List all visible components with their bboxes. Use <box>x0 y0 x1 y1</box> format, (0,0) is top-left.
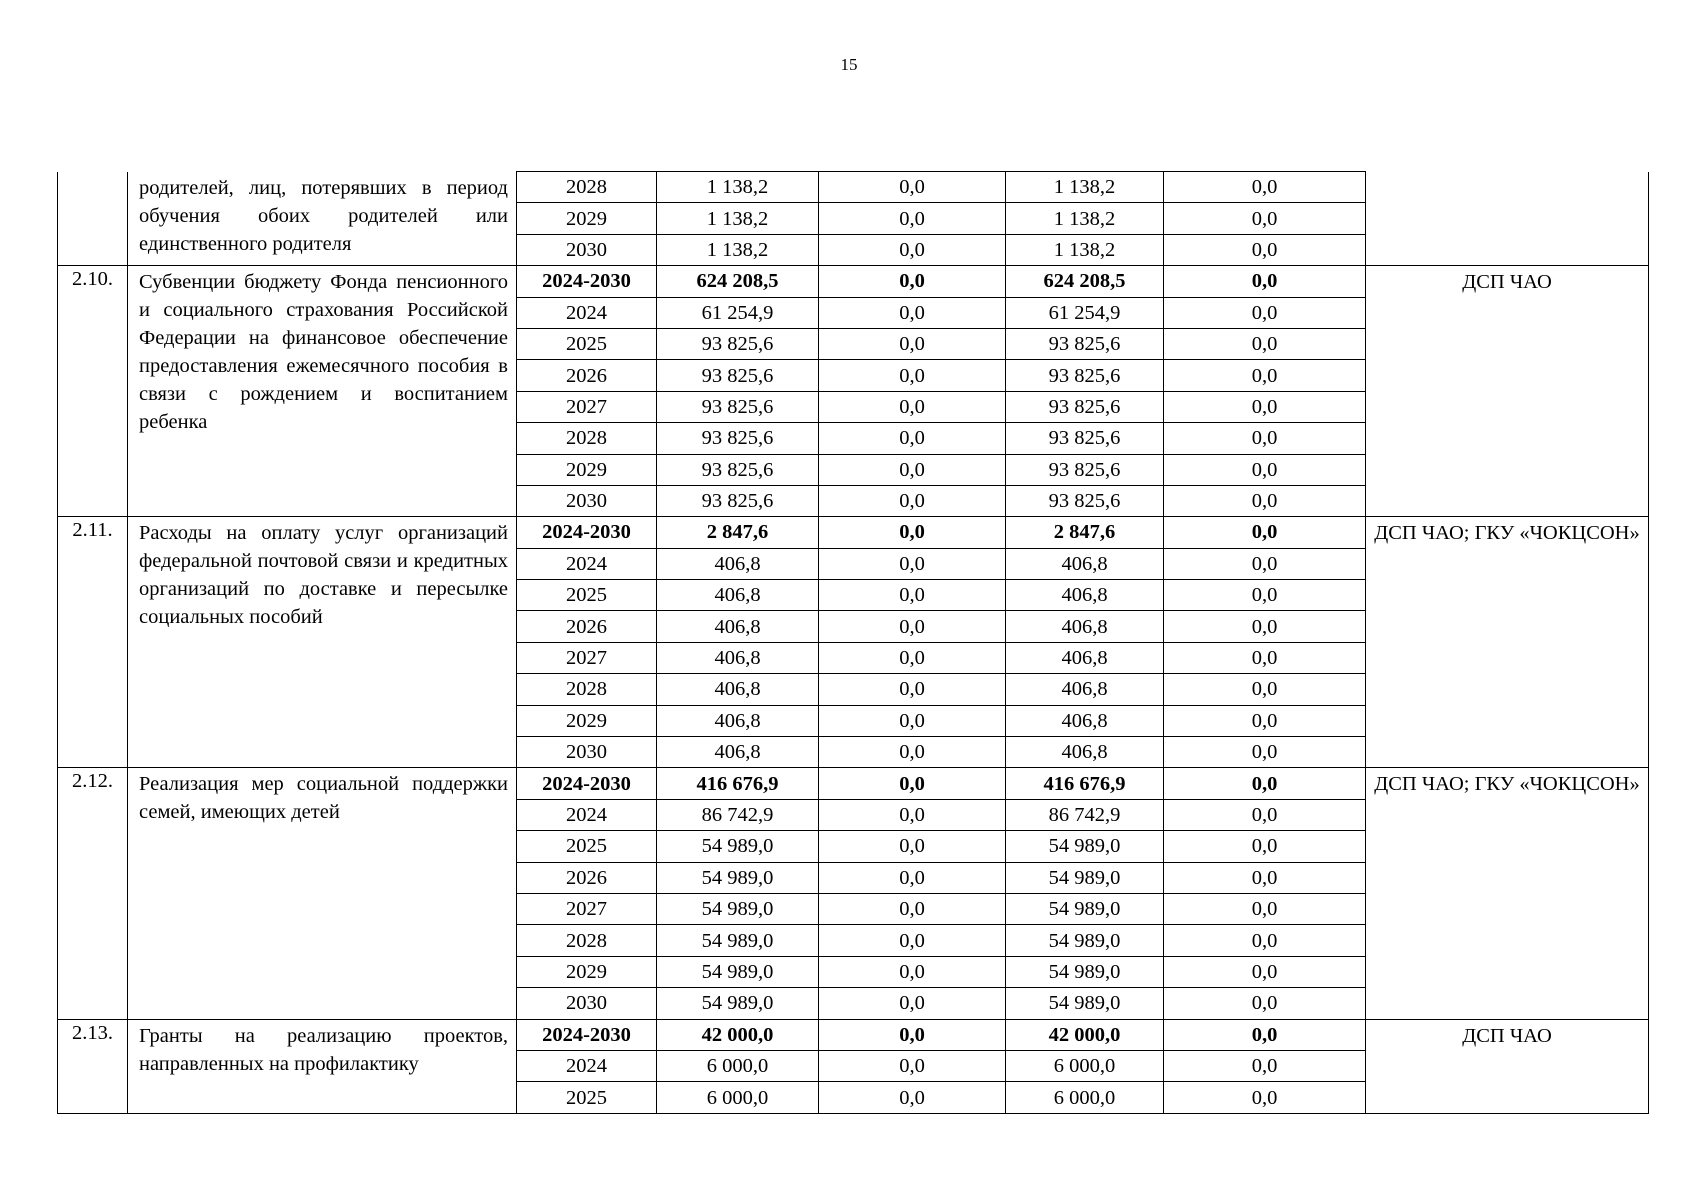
year-cell: 2024 <box>517 297 657 328</box>
year-cell: 2028 <box>517 172 657 203</box>
federal-cell: 0,0 <box>819 485 1006 516</box>
regional-cell: 624 208,5 <box>1006 266 1164 297</box>
federal-cell: 0,0 <box>819 172 1006 203</box>
federal-cell: 0,0 <box>819 862 1006 893</box>
year-cell: 2029 <box>517 454 657 485</box>
year-cell: 2030 <box>517 988 657 1019</box>
total-cell: 54 989,0 <box>657 893 819 924</box>
regional-cell: 86 742,9 <box>1006 799 1164 830</box>
federal-cell: 0,0 <box>819 360 1006 391</box>
executor-cell: ДСП ЧАО <box>1366 266 1649 517</box>
other-cell: 0,0 <box>1164 799 1366 830</box>
federal-cell: 0,0 <box>819 297 1006 328</box>
regional-cell: 93 825,6 <box>1006 485 1164 516</box>
other-cell: 0,0 <box>1164 768 1366 799</box>
other-cell: 0,0 <box>1164 360 1366 391</box>
year-cell: 2024-2030 <box>517 768 657 799</box>
year-cell: 2028 <box>517 674 657 705</box>
regional-cell: 6 000,0 <box>1006 1082 1164 1113</box>
year-cell: 2024-2030 <box>517 266 657 297</box>
regional-cell: 416 676,9 <box>1006 768 1164 799</box>
year-cell: 2026 <box>517 862 657 893</box>
other-cell: 0,0 <box>1164 1082 1366 1113</box>
federal-cell: 0,0 <box>819 768 1006 799</box>
federal-cell: 0,0 <box>819 423 1006 454</box>
other-cell: 0,0 <box>1164 234 1366 265</box>
total-cell: 93 825,6 <box>657 328 819 359</box>
executor-cell <box>1366 172 1649 266</box>
other-cell: 0,0 <box>1164 925 1366 956</box>
other-cell: 0,0 <box>1164 297 1366 328</box>
other-cell: 0,0 <box>1164 454 1366 485</box>
federal-cell: 0,0 <box>819 705 1006 736</box>
regional-cell: 54 989,0 <box>1006 956 1164 987</box>
federal-cell: 0,0 <box>819 1019 1006 1050</box>
total-cell: 406,8 <box>657 737 819 768</box>
total-cell: 1 138,2 <box>657 203 819 234</box>
federal-cell: 0,0 <box>819 737 1006 768</box>
federal-cell: 0,0 <box>819 1050 1006 1081</box>
year-cell: 2028 <box>517 925 657 956</box>
regional-cell: 6 000,0 <box>1006 1050 1164 1081</box>
federal-cell: 0,0 <box>819 234 1006 265</box>
regional-cell: 54 989,0 <box>1006 831 1164 862</box>
other-cell: 0,0 <box>1164 831 1366 862</box>
regional-cell: 406,8 <box>1006 611 1164 642</box>
federal-cell: 0,0 <box>819 580 1006 611</box>
regional-cell: 1 138,2 <box>1006 172 1164 203</box>
other-cell: 0,0 <box>1164 1050 1366 1081</box>
total-cell: 93 825,6 <box>657 454 819 485</box>
total-cell: 54 989,0 <box>657 956 819 987</box>
federal-cell: 0,0 <box>819 1082 1006 1113</box>
budget-table-body <box>58 172 1649 1114</box>
other-cell: 0,0 <box>1164 391 1366 422</box>
year-cell: 2027 <box>517 642 657 673</box>
year-cell: 2024-2030 <box>517 1019 657 1050</box>
item-description: Реализация мер социальной поддержки семей, имеющих детей <box>128 768 517 1019</box>
regional-cell: 406,8 <box>1006 642 1164 673</box>
executor-cell: ДСП ЧАО; ГКУ «ЧОКЦСОН» <box>1366 517 1649 768</box>
regional-cell: 406,8 <box>1006 737 1164 768</box>
item-number <box>58 172 128 266</box>
other-cell: 0,0 <box>1164 423 1366 454</box>
regional-cell: 93 825,6 <box>1006 454 1164 485</box>
regional-cell: 406,8 <box>1006 705 1164 736</box>
year-cell: 2025 <box>517 831 657 862</box>
total-cell: 54 989,0 <box>657 862 819 893</box>
federal-cell: 0,0 <box>819 203 1006 234</box>
year-cell: 2026 <box>517 611 657 642</box>
other-cell: 0,0 <box>1164 988 1366 1019</box>
year-cell: 2030 <box>517 485 657 516</box>
budget-table <box>57 171 1649 1114</box>
other-cell: 0,0 <box>1164 737 1366 768</box>
regional-cell: 54 989,0 <box>1006 988 1164 1019</box>
year-cell: 2026 <box>517 360 657 391</box>
table-row-summary <box>58 266 1649 297</box>
regional-cell: 42 000,0 <box>1006 1019 1164 1050</box>
item-number: 2.12. <box>58 768 128 1019</box>
total-cell: 1 138,2 <box>657 234 819 265</box>
table-row-summary <box>58 768 1649 799</box>
item-number: 2.10. <box>58 266 128 517</box>
federal-cell: 0,0 <box>819 893 1006 924</box>
total-cell: 93 825,6 <box>657 423 819 454</box>
item-number: 2.13. <box>58 1019 128 1113</box>
regional-cell: 2 847,6 <box>1006 517 1164 548</box>
regional-cell: 1 138,2 <box>1006 234 1164 265</box>
item-number: 2.11. <box>58 517 128 768</box>
federal-cell: 0,0 <box>819 674 1006 705</box>
regional-cell: 93 825,6 <box>1006 328 1164 359</box>
other-cell: 0,0 <box>1164 893 1366 924</box>
year-cell: 2029 <box>517 956 657 987</box>
total-cell: 1 138,2 <box>657 172 819 203</box>
regional-cell: 54 989,0 <box>1006 893 1164 924</box>
federal-cell: 0,0 <box>819 391 1006 422</box>
year-cell: 2027 <box>517 391 657 422</box>
regional-cell: 54 989,0 <box>1006 862 1164 893</box>
federal-cell: 0,0 <box>819 454 1006 485</box>
total-cell: 406,8 <box>657 705 819 736</box>
total-cell: 2 847,6 <box>657 517 819 548</box>
regional-cell: 93 825,6 <box>1006 423 1164 454</box>
year-cell: 2025 <box>517 580 657 611</box>
table-row-summary <box>58 517 1649 548</box>
other-cell: 0,0 <box>1164 203 1366 234</box>
other-cell: 0,0 <box>1164 548 1366 579</box>
regional-cell: 93 825,6 <box>1006 391 1164 422</box>
federal-cell: 0,0 <box>819 988 1006 1019</box>
federal-cell: 0,0 <box>819 799 1006 830</box>
total-cell: 93 825,6 <box>657 360 819 391</box>
year-cell: 2029 <box>517 203 657 234</box>
total-cell: 42 000,0 <box>657 1019 819 1050</box>
executor-cell: ДСП ЧАО; ГКУ «ЧОКЦСОН» <box>1366 768 1649 1019</box>
year-cell: 2028 <box>517 423 657 454</box>
federal-cell: 0,0 <box>819 548 1006 579</box>
other-cell: 0,0 <box>1164 674 1366 705</box>
year-cell: 2025 <box>517 1082 657 1113</box>
executor-cell: ДСП ЧАО <box>1366 1019 1649 1113</box>
year-cell: 2027 <box>517 893 657 924</box>
other-cell: 0,0 <box>1164 1019 1366 1050</box>
regional-cell: 406,8 <box>1006 580 1164 611</box>
regional-cell: 406,8 <box>1006 548 1164 579</box>
year-cell: 2024 <box>517 1050 657 1081</box>
total-cell: 54 989,0 <box>657 988 819 1019</box>
federal-cell: 0,0 <box>819 642 1006 673</box>
table-row-summary <box>58 1019 1649 1050</box>
other-cell: 0,0 <box>1164 517 1366 548</box>
total-cell: 54 989,0 <box>657 925 819 956</box>
item-description: Субвенции бюджету Фонда пенсионного и социального страхования Российской Федерации на финансовое обеспечение предоставления ежемесячного пособия в связи с рождением и воспитанием ребенка <box>128 266 517 517</box>
total-cell: 93 825,6 <box>657 485 819 516</box>
other-cell: 0,0 <box>1164 956 1366 987</box>
total-cell: 406,8 <box>657 642 819 673</box>
federal-cell: 0,0 <box>819 956 1006 987</box>
total-cell: 416 676,9 <box>657 768 819 799</box>
regional-cell: 61 254,9 <box>1006 297 1164 328</box>
year-cell: 2025 <box>517 328 657 359</box>
item-description: родителей, лиц, потерявших в период обучения обоих родителей или единственного родителя <box>128 172 517 266</box>
year-cell: 2024-2030 <box>517 517 657 548</box>
total-cell: 6 000,0 <box>657 1082 819 1113</box>
total-cell: 624 208,5 <box>657 266 819 297</box>
total-cell: 406,8 <box>657 548 819 579</box>
other-cell: 0,0 <box>1164 642 1366 673</box>
regional-cell: 54 989,0 <box>1006 925 1164 956</box>
year-cell: 2030 <box>517 234 657 265</box>
total-cell: 406,8 <box>657 580 819 611</box>
regional-cell: 406,8 <box>1006 674 1164 705</box>
year-cell: 2029 <box>517 705 657 736</box>
regional-cell: 93 825,6 <box>1006 360 1164 391</box>
federal-cell: 0,0 <box>819 611 1006 642</box>
other-cell: 0,0 <box>1164 580 1366 611</box>
federal-cell: 0,0 <box>819 925 1006 956</box>
federal-cell: 0,0 <box>819 831 1006 862</box>
page-number: 15 <box>840 55 858 74</box>
total-cell: 54 989,0 <box>657 831 819 862</box>
regional-cell: 1 138,2 <box>1006 203 1164 234</box>
other-cell: 0,0 <box>1164 485 1366 516</box>
federal-cell: 0,0 <box>819 266 1006 297</box>
total-cell: 61 254,9 <box>657 297 819 328</box>
year-cell: 2024 <box>517 799 657 830</box>
other-cell: 0,0 <box>1164 611 1366 642</box>
total-cell: 93 825,6 <box>657 391 819 422</box>
other-cell: 0,0 <box>1164 172 1366 203</box>
other-cell: 0,0 <box>1164 862 1366 893</box>
federal-cell: 0,0 <box>819 328 1006 359</box>
item-description: Расходы на оплату услуг организаций федеральной почтовой связи и кредитных организаций по доставке и пересылке социальных пособий <box>128 517 517 768</box>
total-cell: 6 000,0 <box>657 1050 819 1081</box>
table-row <box>58 172 1649 203</box>
year-cell: 2030 <box>517 737 657 768</box>
item-description: Гранты на реализацию проектов, направленных на профилактику <box>128 1019 517 1113</box>
total-cell: 406,8 <box>657 674 819 705</box>
total-cell: 406,8 <box>657 611 819 642</box>
other-cell: 0,0 <box>1164 705 1366 736</box>
other-cell: 0,0 <box>1164 266 1366 297</box>
federal-cell: 0,0 <box>819 517 1006 548</box>
other-cell: 0,0 <box>1164 328 1366 359</box>
total-cell: 86 742,9 <box>657 799 819 830</box>
year-cell: 2024 <box>517 548 657 579</box>
